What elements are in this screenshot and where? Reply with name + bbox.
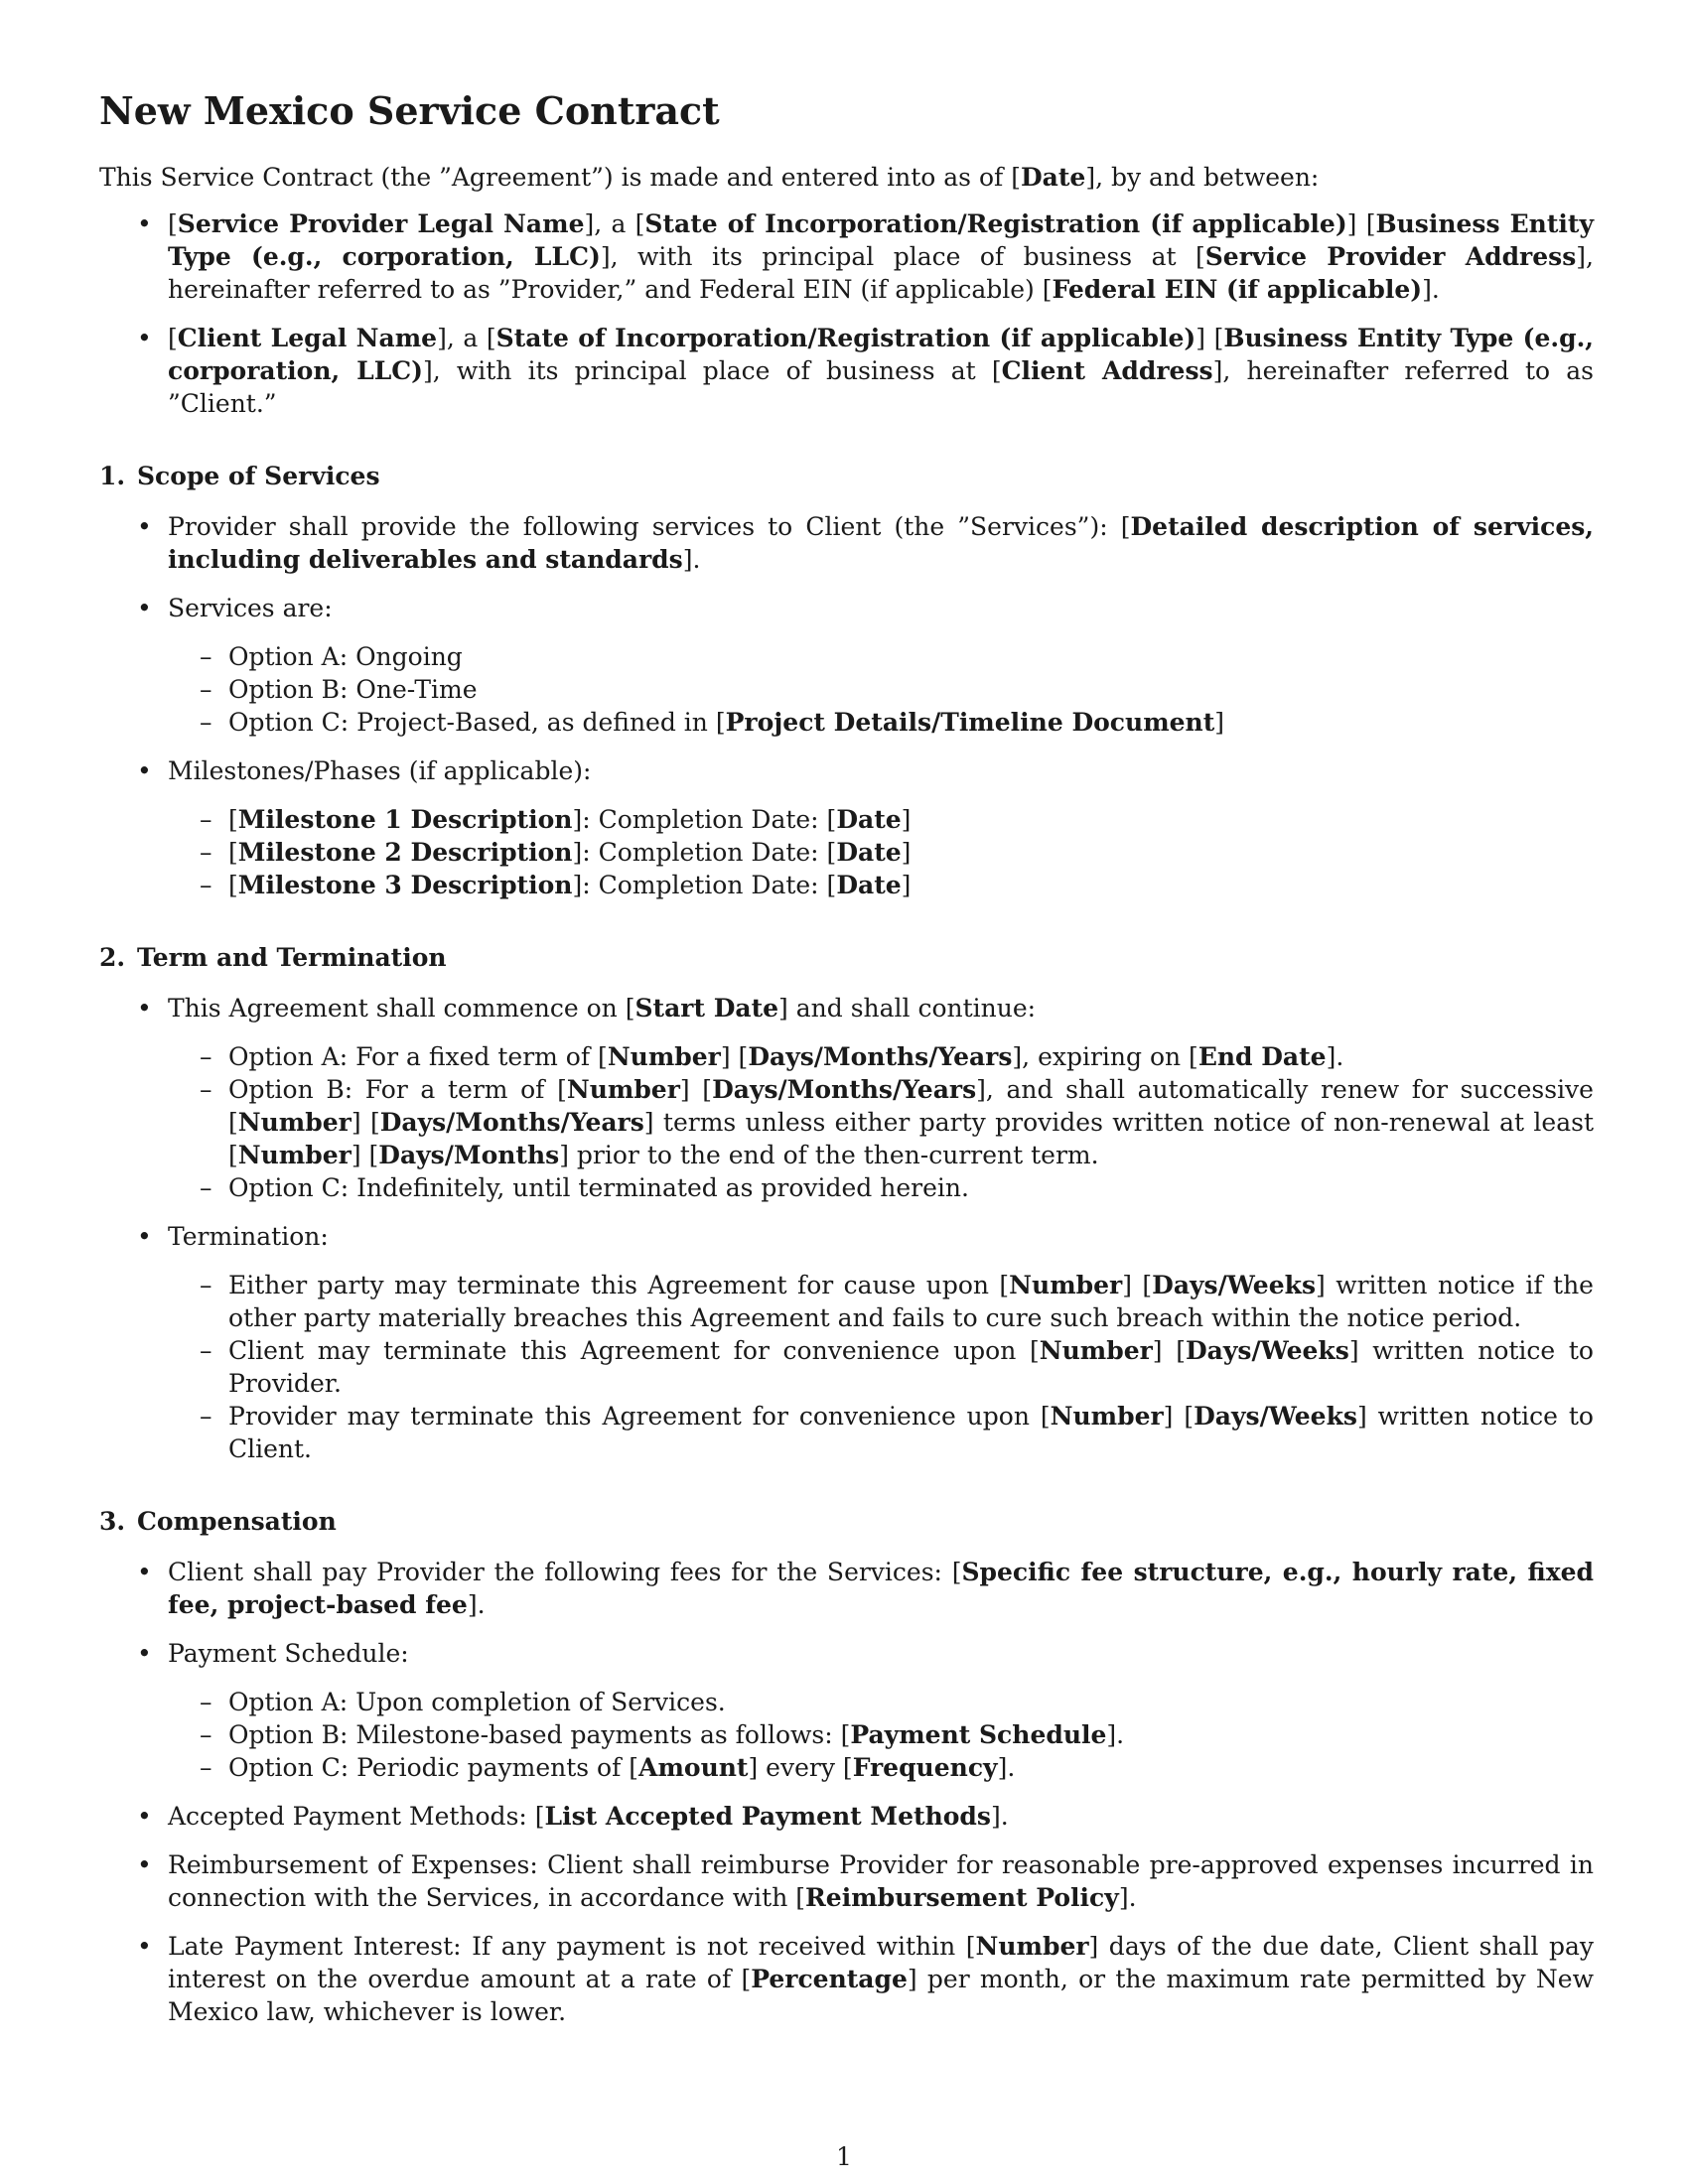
text: Milestones/Phases (if applicable): <box>168 756 592 785</box>
sub-item <box>168 869 1594 901</box>
text: Option B: For a term of [ <box>228 1075 567 1104</box>
placeholder: Project Details/Timeline Document <box>725 708 1215 737</box>
placeholder: List Accepted Payment Methods <box>544 1802 991 1831</box>
placeholder: State of Incorporation/Registration (if applicable) <box>495 324 1196 352</box>
placeholder: Days/Weeks <box>1185 1336 1349 1365</box>
text: ]. <box>682 545 701 574</box>
placeholder: Number <box>237 1141 352 1169</box>
placeholder: Days/Weeks <box>1194 1402 1357 1431</box>
placeholder: Days/Months/Years <box>748 1042 1013 1071</box>
text: ], a [ <box>437 324 496 352</box>
text: ] [ <box>1152 1336 1186 1365</box>
placeholder: Number <box>607 1042 721 1071</box>
text: ] every [ <box>748 1753 853 1782</box>
term-list <box>99 992 1594 1465</box>
placeholder: Frequency <box>852 1753 998 1782</box>
text: ] terms unless either party provides written notice of non-renewal at least [ <box>228 1108 1594 1169</box>
text: ] written notice if the other party materially breaches this Agreement and fails to cure such breach within the notice period. <box>228 1271 1594 1332</box>
text: ] <box>1214 708 1225 737</box>
sub-item: – Option C: Indefinitely, until terminated as provided herein. <box>168 1171 1594 1204</box>
list-item <box>99 510 1594 576</box>
placeholder: Milestone 1 Description <box>237 805 573 834</box>
placeholder: Number <box>1039 1336 1153 1365</box>
placeholder: Number <box>1050 1402 1164 1431</box>
text: This Agreement shall commence on [ <box>168 994 635 1023</box>
placeholder: Milestone 2 Description <box>237 838 573 867</box>
sub-list <box>168 1269 1594 1465</box>
list-item <box>99 754 1594 901</box>
sub-item <box>168 803 1594 836</box>
text: ]. <box>1326 1042 1344 1071</box>
text: ], with its principal place of business at [ <box>600 242 1205 271</box>
text: Late Payment Interest: If any payment is not received within [ <box>168 1932 976 1961</box>
text: ], and shall automatically renew for successive [ <box>228 1075 1594 1137</box>
text: ] per month, or the maximum rate permitted by New Mexico law, whichever is lower. <box>168 1965 1594 2026</box>
text: ] [ <box>351 1108 380 1137</box>
placeholder: Days/Weeks <box>1152 1271 1317 1299</box>
text: ] [ <box>679 1075 713 1104</box>
placeholder: Date <box>836 805 902 834</box>
text: ], with its principal place of business at [ <box>423 356 1002 385</box>
placeholder-date: Date <box>1020 163 1086 192</box>
list-item <box>99 1637 1594 1784</box>
intro-paragraph <box>99 161 1594 194</box>
text: ], expiring on [ <box>1012 1042 1198 1071</box>
text: ], by and between: <box>1085 163 1320 192</box>
section-heading-scope <box>99 460 1594 492</box>
scope-list <box>99 510 1594 901</box>
placeholder: Milestone 3 Description <box>237 871 573 899</box>
section-number: 1. <box>99 462 126 490</box>
text: [ <box>168 324 178 352</box>
text: Reimbursement of Expenses: Client shall reimburse Provider for reasonable pre-approved expenses incurred in connection with the Services, in accordance with [ <box>168 1850 1594 1912</box>
placeholder: Date <box>836 871 902 899</box>
text: ] [ <box>720 1042 749 1071</box>
text: ], hereinafter referred to as ”Client.” <box>168 356 1594 418</box>
list-item <box>99 1800 1594 1833</box>
text: ] written notice to Provider. <box>228 1336 1594 1398</box>
placeholder: Business Entity Type (e.g., corporation, LLC) <box>168 324 1594 385</box>
party-provider <box>99 207 1594 306</box>
list-item <box>99 1930 1594 2028</box>
page-number: 1 <box>836 2142 852 2171</box>
placeholder: Reimbursement Policy <box>805 1883 1119 1912</box>
sub-item <box>168 1269 1594 1334</box>
text: Provider shall provide the following services to Client (the ”Services”): [ <box>168 512 1131 541</box>
sub-item: – Option B: One-Time <box>168 673 1594 706</box>
sub-item <box>168 706 1594 739</box>
text: ] [ <box>351 1141 379 1169</box>
text: ]. <box>1118 1883 1137 1912</box>
text: ]: Completion Date: [ <box>572 871 837 899</box>
placeholder: Service Provider Legal Name <box>177 209 585 238</box>
list-item <box>99 992 1594 1204</box>
text: ] [ <box>1196 324 1224 352</box>
section-heading-compensation <box>99 1505 1594 1538</box>
text: ] written notice to Client. <box>228 1402 1594 1463</box>
placeholder: Specific fee structure, e.g., hourly rate, fixed fee, project-based fee <box>168 1558 1595 1619</box>
section-heading-term <box>99 941 1594 974</box>
list-item <box>99 592 1594 739</box>
sub-list <box>168 1686 1594 1784</box>
text: Termination: <box>168 1222 329 1251</box>
text: ] [ <box>1122 1271 1153 1299</box>
sub-item: – Option A: Ongoing <box>168 640 1594 673</box>
party-client <box>99 322 1594 420</box>
placeholder: Number <box>237 1108 352 1137</box>
section-number: 2. <box>99 943 126 972</box>
placeholder: Days/Months/Years <box>379 1108 644 1137</box>
sub-item <box>168 1400 1594 1465</box>
sub-list <box>168 803 1594 901</box>
text: ]. <box>467 1590 486 1619</box>
placeholder: Days/Months/Years <box>712 1075 977 1104</box>
text: Either party may terminate this Agreement for cause upon [ <box>228 1271 1010 1299</box>
placeholder: Date <box>836 838 902 867</box>
sub-item <box>168 1751 1594 1784</box>
placeholder: Payment Schedule <box>850 1720 1107 1749</box>
placeholder: State of Incorporation/Registration (if applicable) <box>644 209 1347 238</box>
placeholder: Number <box>975 1932 1089 1961</box>
text: ] <box>901 838 912 867</box>
text: Services are: <box>168 594 333 622</box>
text: This Service Contract (the ”Agreement”) is made and entered into as of [ <box>99 163 1021 192</box>
text: ] and shall continue: <box>778 994 1037 1023</box>
text: ] [ <box>1346 209 1376 238</box>
sub-item <box>168 1040 1594 1073</box>
text: [ <box>228 805 238 834</box>
placeholder: Client Address <box>1001 356 1213 385</box>
text: ] days of the due date, Client shall pay interest on the overdue amount at a rate of [ <box>168 1932 1594 1993</box>
text: Client shall pay Provider the following fees for the Services: [ <box>168 1558 962 1586</box>
sub-item <box>168 1073 1594 1171</box>
text: ]: Completion Date: [ <box>572 805 837 834</box>
text: ]. <box>990 1802 1009 1831</box>
text: ], hereinafter referred to as ”Provider,” and Federal EIN (if applicable) [ <box>168 242 1594 304</box>
text: ] <box>901 805 912 834</box>
text: ] prior to the end of the then-current term. <box>559 1141 1099 1169</box>
text: Payment Schedule: <box>168 1639 409 1668</box>
sub-item: – Option A: Upon completion of Services. <box>168 1686 1594 1718</box>
text: Option A: For a fixed term of [ <box>228 1042 608 1071</box>
text: Provider may terminate this Agreement for convenience upon [ <box>228 1402 1051 1431</box>
placeholder: Number <box>566 1075 680 1104</box>
text: ]: Completion Date: [ <box>572 838 837 867</box>
text: [ <box>168 209 178 238</box>
list-item <box>99 1220 1594 1465</box>
section-number: 3. <box>99 1507 126 1536</box>
text: ] <box>901 871 912 899</box>
sub-item <box>168 1718 1594 1751</box>
text: ]. <box>1106 1720 1125 1749</box>
placeholder: Start Date <box>634 994 779 1023</box>
text: Option C: Periodic payments of [ <box>228 1753 639 1782</box>
document-title: New Mexico Service Contract <box>99 88 720 133</box>
placeholder: Business Entity Type (e.g., corporation, LLC) <box>168 209 1594 271</box>
placeholder: Amount <box>638 1753 749 1782</box>
document-page <box>99 87 1594 2044</box>
placeholder: End Date <box>1197 1042 1327 1071</box>
placeholder: Number <box>1009 1271 1123 1299</box>
sub-list <box>168 640 1594 739</box>
placeholder: Federal EIN (if applicable) <box>1052 275 1423 304</box>
text: Option C: Project-Based, as defined in [ <box>228 708 726 737</box>
parties-list <box>99 207 1594 420</box>
text: ]. <box>1422 275 1440 304</box>
placeholder: Percentage <box>751 1965 908 1993</box>
text: Option B: Milestone-based payments as follows: [ <box>228 1720 851 1749</box>
section-title: Compensation <box>137 1507 337 1536</box>
section-title: Term and Termination <box>137 943 447 972</box>
placeholder: Client Legal Name <box>177 324 438 352</box>
sub-item <box>168 1334 1594 1400</box>
text: ]. <box>997 1753 1016 1782</box>
list-item <box>99 1556 1594 1621</box>
list-item <box>99 1848 1594 1914</box>
text: [ <box>228 838 238 867</box>
sub-item <box>168 836 1594 869</box>
placeholder: Service Provider Address <box>1204 242 1577 271</box>
compensation-list <box>99 1556 1594 2028</box>
placeholder: Detailed description of services, including deliverables and standards <box>168 512 1594 574</box>
placeholder: Days/Months <box>378 1141 560 1169</box>
sub-list <box>168 1040 1594 1204</box>
text: [ <box>228 871 238 899</box>
section-title: Scope of Services <box>137 462 380 490</box>
text: ], a [ <box>584 209 645 238</box>
text: ] [ <box>1163 1402 1195 1431</box>
text: Client may terminate this Agreement for convenience upon [ <box>228 1336 1040 1365</box>
text: Accepted Payment Methods: [ <box>168 1802 545 1831</box>
